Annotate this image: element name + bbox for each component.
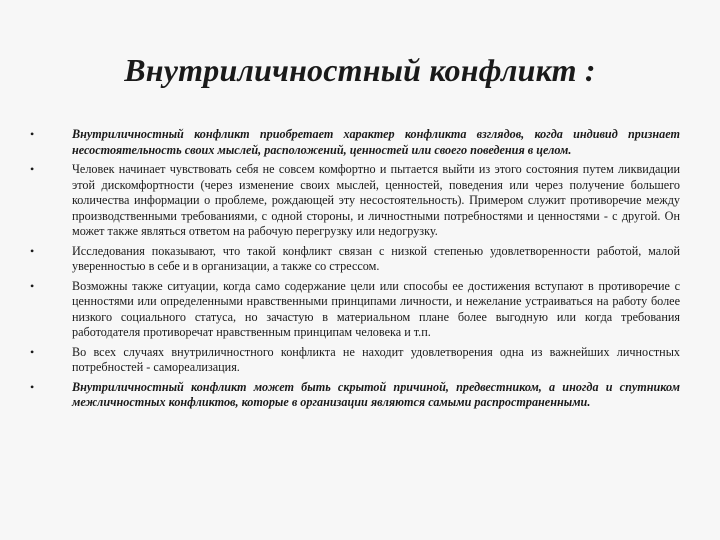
bullet-item xyxy=(30,380,680,411)
bullet-text: Во всех случаях внутриличностного конфликта не находит удовлетворения одна из важнейших личностных потребностей - самореализация. xyxy=(72,344,680,374)
bullet-dot-icon: • xyxy=(30,278,35,293)
bullet-text: Человек начинает чувствовать себя не совсем комфортно и пытается выйти из этого состояния путем ликвидации этой дискомфортности (через изменение своих мыслей, ценностей, поведения или через получение большего количества информации о проблеме, рождающей эту несостоятельность). Примером служит противоречие между производственными требованиями, с одной стороны, и личностными потребностями и ценностями - с другой. Он может также являться ответом на рабочую перегрузку или недогрузку. xyxy=(72,162,680,238)
bullet-dot-icon: • xyxy=(30,344,35,359)
bullet-text: Внутриличностный конфликт приобретает характер конфликта взглядов, когда индивид признает несостоятельность своих мыслей, расположений, ценностей или своего поведения в целом. xyxy=(72,127,680,157)
bullet-item xyxy=(30,345,680,376)
bullet-text: Возможны также ситуации, когда само содержание цели или способы ее достижения вступают в противоречие с ценностями или определенными нравственными принципами личности, и нежелание устраиваться на работу более низкого социального статуса, но зачастую в материальном плане более выгодную или когда требования работодателя противоречат нравственным принципам человека и т.п. xyxy=(72,278,680,339)
bullet-dot-icon: • xyxy=(30,127,35,141)
bullet-item xyxy=(30,279,680,341)
bullet-text: Исследования показывают, что такой конфликт связан с низкой степенью удовлетворенности работой, малой уверенностью в себе и в организации, а также со стрессом. xyxy=(72,243,680,273)
bullet-item xyxy=(30,162,680,240)
bullet-item xyxy=(30,244,680,275)
bullet-dot-icon: • xyxy=(30,243,35,258)
bullet-list xyxy=(30,127,680,415)
bullet-dot-icon: • xyxy=(30,379,35,394)
bullet-item xyxy=(30,127,680,158)
bullet-text: Внутриличностный конфликт может быть скрытой причиной, предвестником, а иногда и спутником межличностных конфликтов, которые в организации являются самыми распространенными. xyxy=(72,379,680,409)
slide-title: Внутриличностный конфликт : xyxy=(124,52,596,88)
bullet-dot-icon: • xyxy=(30,162,35,176)
